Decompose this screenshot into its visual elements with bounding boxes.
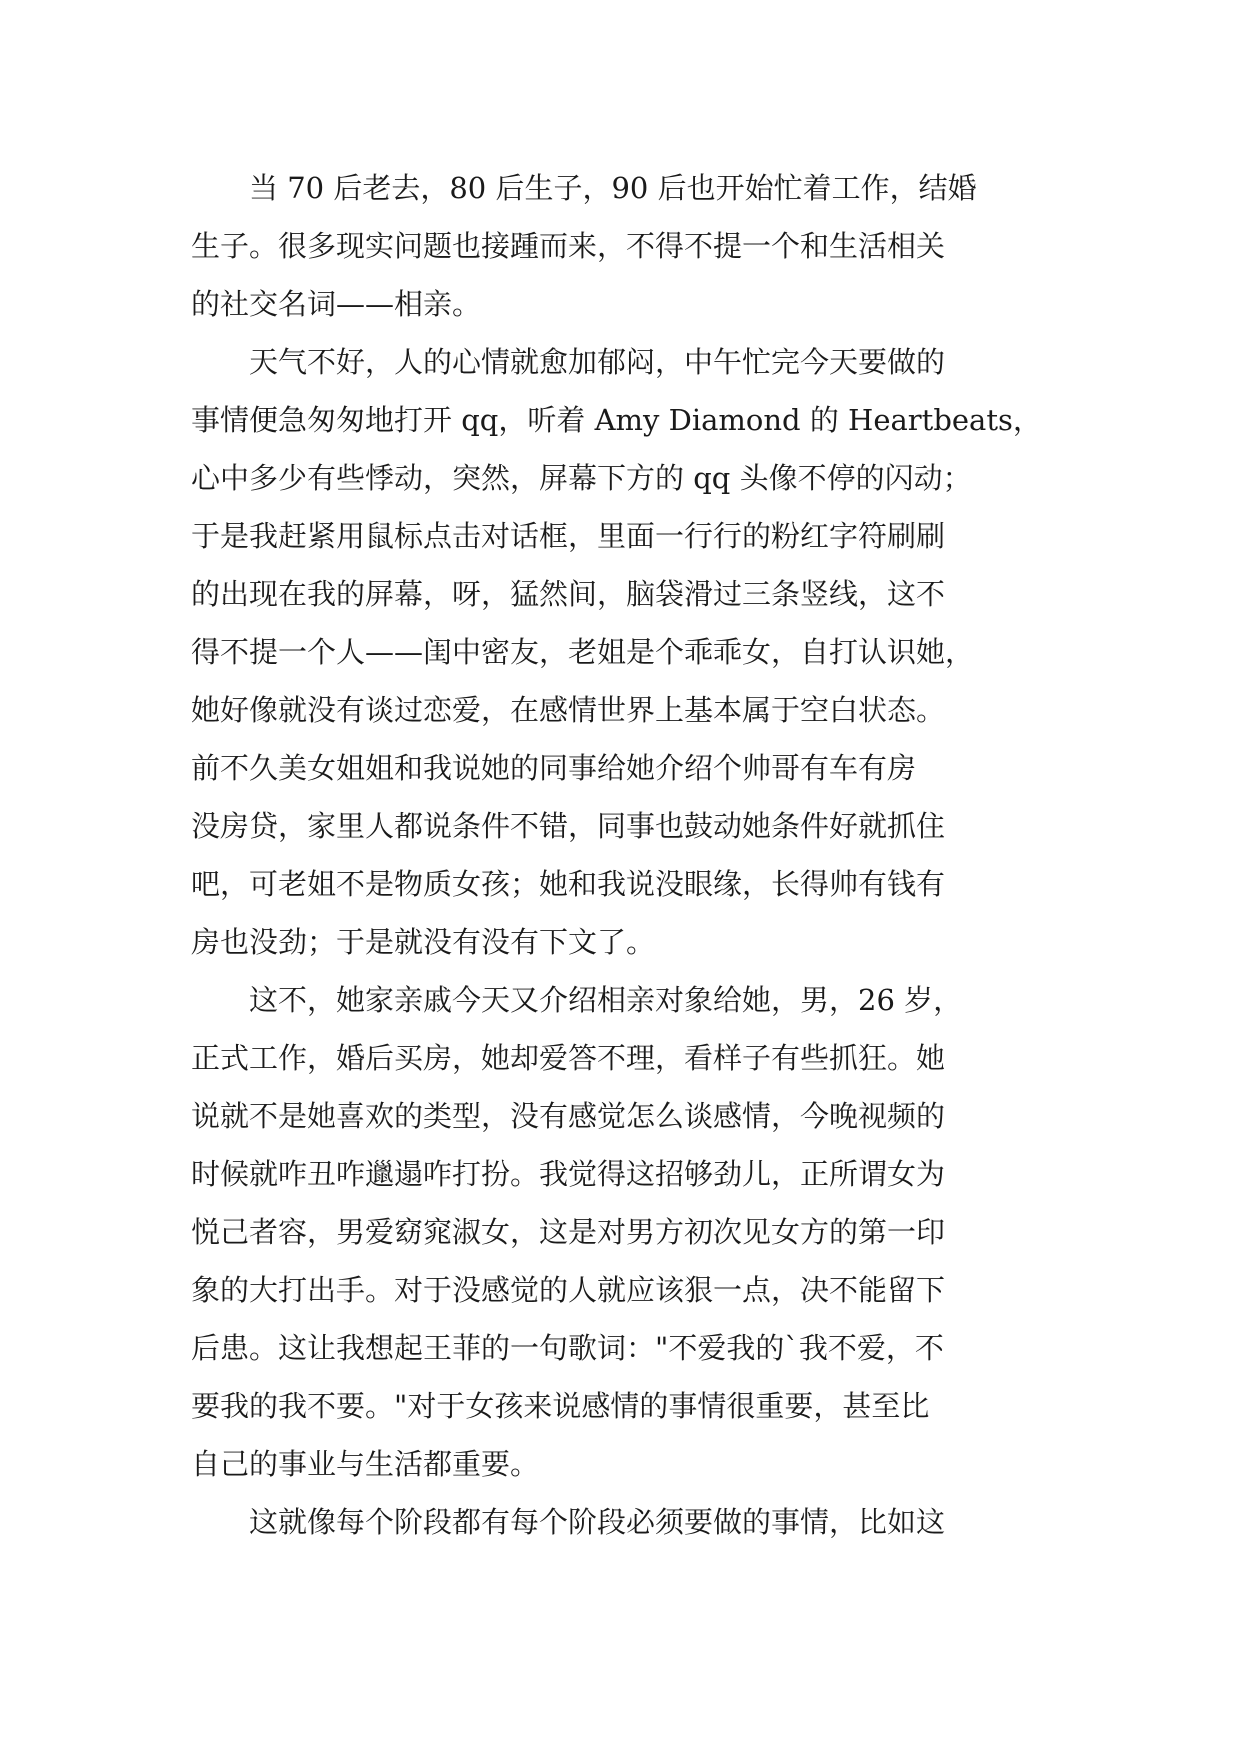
text-line: 她好像就没有谈过恋爱，在感情世界上基本属于空白状态。 [191,693,946,727]
text-line: 象的大打出手。对于没感觉的人就应该狠一点，决不能留下 [191,1273,946,1307]
text-line: 自己的事业与生活都重要。 [191,1447,540,1481]
text-line: 没房贷，家里人都说条件不错，同事也鼓动她条件好就抓住 [191,809,946,843]
text-line: 生子。很多现实问题也接踵而来，不得不提一个和生活相关 [191,229,946,263]
text-line: 得不提一个人——闺中密友，老姐是个乖乖女，自打认识她， [191,635,975,669]
text-line: 的社交名词——相亲。 [191,287,482,321]
text-line: 于是我赶紧用鼠标点击对话框，里面一行行的粉红字符刷刷 [191,519,946,553]
text-line: 说就不是她喜欢的类型，没有感觉怎么谈感情，今晚视频的 [191,1099,946,1133]
text-line: 心中多少有些悸动，突然，屏幕下方的 qq 头像不停的闪动； [191,461,972,495]
text-line: 房也没劲；于是就没有没有下文了。 [191,925,656,959]
text-line: 事情便急匆匆地打开 qq，听着 Amy Diamond 的 Heartbeats， [191,403,1042,437]
text-line: 这就像每个阶段都有每个阶段必须要做的事情，比如这 [191,1505,946,1539]
text-line: 这不，她家亲戚今天又介绍相亲对象给她，男，26 岁， [191,983,963,1017]
text-line: 当 70 后老去，80 后生子，90 后也开始忙着工作，结婚 [191,171,977,205]
text-line: 后患。这让我想起王菲的一句歌词："不爱我的`我不爱，不 [191,1331,944,1365]
text-line: 天气不好，人的心情就愈加郁闷，中午忙完今天要做的 [191,345,946,379]
text-line: 吧，可老姐不是物质女孩；她和我说没眼缘，长得帅有钱有 [191,867,946,901]
text-line: 正式工作，婚后买房，她却爱答不理，看样子有些抓狂。她 [191,1041,946,1075]
text-line: 前不久美女姐姐和我说她的同事给她介绍个帅哥有车有房 [191,751,917,785]
text-line: 要我的我不要。"对于女孩来说感情的事情很重要，甚至比 [191,1389,930,1423]
text-line: 悦己者容，男爱窈窕淑女，这是对男方初次见女方的第一印 [191,1215,946,1249]
text-line: 时候就咋丑咋邋遢咋打扮。我觉得这招够劲儿，正所谓女为 [191,1157,946,1191]
text-line: 的出现在我的屏幕，呀，猛然间，脑袋滑过三条竖线，这不 [191,577,946,611]
